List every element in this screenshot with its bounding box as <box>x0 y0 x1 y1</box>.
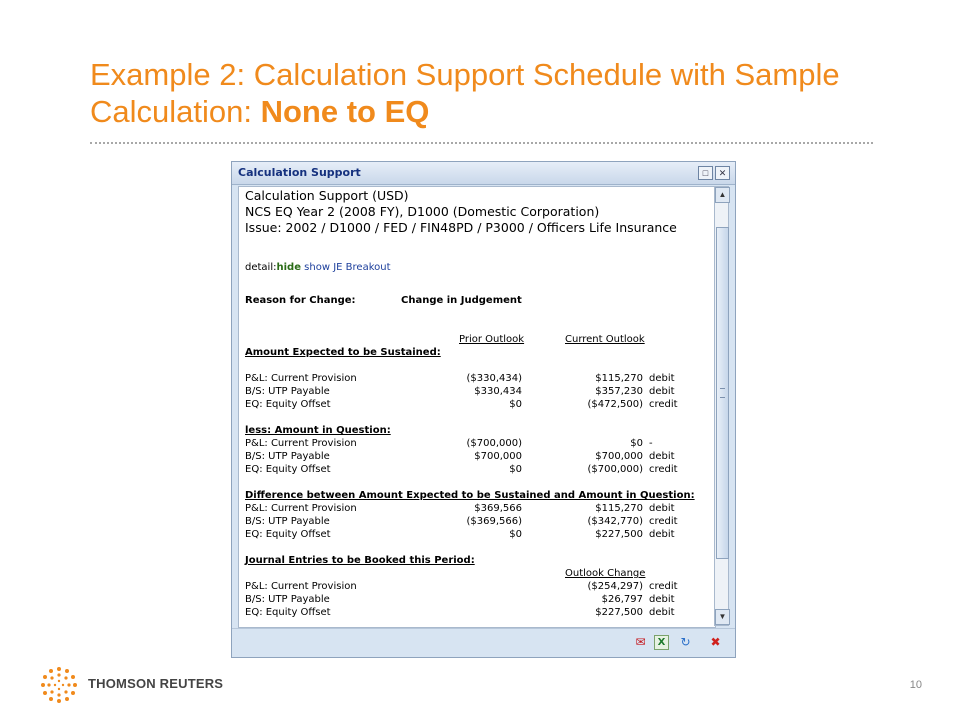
row-label: B/S: UTP Payable <box>245 516 330 527</box>
row-label: EQ: Equity Offset <box>245 529 331 540</box>
journal-heading: Journal Entries to be Booked this Period: <box>245 555 475 566</box>
row-label: P&L: Current Provision <box>245 503 357 514</box>
journal-row-change: $227,500 <box>595 607 643 618</box>
calculation-support-window <box>231 161 736 658</box>
thumb-grip <box>720 388 725 398</box>
row-current: $115,270 <box>595 373 643 384</box>
row-type: credit <box>649 399 678 410</box>
page-number: 10 <box>909 679 922 691</box>
row-prior: $0 <box>509 399 522 410</box>
slide-title <box>90 56 910 130</box>
row-current: ($700,000) <box>587 464 643 475</box>
scroll-up-button[interactable]: ▲ <box>715 187 730 203</box>
company-logo-text: THOMSON REUTERS <box>88 676 224 691</box>
journal-row-label: B/S: UTP Payable <box>245 594 330 605</box>
row-prior: ($330,434) <box>466 373 522 384</box>
row-prior: ($369,566) <box>466 516 522 527</box>
row-prior: $0 <box>509 529 522 540</box>
row-type: debit <box>649 386 675 397</box>
detail-toggle-row <box>245 261 391 274</box>
row-current: $0 <box>630 438 643 449</box>
row-prior: $369,566 <box>474 503 522 514</box>
row-current: $700,000 <box>595 451 643 462</box>
detail-hide-link[interactable]: hide <box>276 262 301 273</box>
journal-row-change: ($254,297) <box>587 581 643 592</box>
slide-title-emphasis: None to EQ <box>260 94 430 129</box>
report-header-line-2: NCS EQ Year 2 (2008 FY), D1000 (Domestic Corporation) <box>245 204 600 219</box>
column-header-current: Current Outlook <box>565 334 645 345</box>
window-title: Calculation Support <box>238 166 361 179</box>
section-heading: Amount Expected to be Sustained: <box>245 347 441 358</box>
detail-label: detail: <box>245 262 277 273</box>
journal-row-type: credit <box>649 581 678 592</box>
column-header-change: Outlook Change <box>565 568 646 579</box>
refresh-icon[interactable]: ↻ <box>680 635 691 649</box>
journal-row-label: P&L: Current Provision <box>245 581 357 592</box>
journal-row-change: $26,797 <box>601 594 643 605</box>
row-label: B/S: UTP Payable <box>245 386 330 397</box>
row-prior: $330,434 <box>474 386 522 397</box>
row-current: $227,500 <box>595 529 643 540</box>
journal-row-label: EQ: Equity Offset <box>245 607 331 618</box>
row-label: EQ: Equity Offset <box>245 464 331 475</box>
window-titlebar[interactable] <box>232 162 735 185</box>
row-type: debit <box>649 451 675 462</box>
row-type: - <box>649 438 653 449</box>
window-close-button[interactable]: ✕ <box>715 166 730 180</box>
vertical-scrollbar[interactable] <box>714 186 729 626</box>
scroll-thumb[interactable] <box>716 227 729 559</box>
je-breakout-link[interactable]: JE Breakout <box>333 262 391 273</box>
detail-show-link[interactable]: show <box>304 262 331 273</box>
maximize-button[interactable]: □ <box>698 166 713 180</box>
row-current: $357,230 <box>595 386 643 397</box>
pdf-export-icon[interactable]: ✉ <box>635 635 646 649</box>
row-label: P&L: Current Provision <box>245 438 357 449</box>
section-heading: Difference between Amount Expected to be Sustained and Amount in Question: <box>245 490 695 501</box>
row-prior: $700,000 <box>474 451 522 462</box>
window-toolbar <box>232 628 735 657</box>
reason-value: Change in Judgement <box>401 295 522 306</box>
journal-row-type: debit <box>649 594 675 605</box>
journal-row-type: debit <box>649 607 675 618</box>
scroll-down-button[interactable]: ▼ <box>715 609 730 625</box>
report-header-line-1: Calculation Support (USD) <box>245 188 409 203</box>
row-type: debit <box>649 529 675 540</box>
close-icon[interactable]: ✖ <box>710 635 721 649</box>
row-label: EQ: Equity Offset <box>245 399 331 410</box>
row-type: credit <box>649 464 678 475</box>
row-type: debit <box>649 503 675 514</box>
row-current: ($472,500) <box>587 399 643 410</box>
thomson-reuters-logo-icon <box>40 666 78 704</box>
row-prior: $0 <box>509 464 522 475</box>
row-prior: ($700,000) <box>466 438 522 449</box>
report-content <box>238 186 716 628</box>
excel-export-icon[interactable]: X <box>654 635 669 650</box>
title-divider <box>90 142 873 144</box>
report-header-line-3: Issue: 2002 / D1000 / FED / FIN48PD / P3000 / Officers Life Insurance <box>245 220 677 235</box>
row-type: debit <box>649 373 675 384</box>
row-label: B/S: UTP Payable <box>245 451 330 462</box>
column-header-prior: Prior Outlook <box>459 334 525 345</box>
row-type: credit <box>649 516 678 527</box>
row-current: ($342,770) <box>587 516 643 527</box>
row-current: $115,270 <box>595 503 643 514</box>
row-label: P&L: Current Provision <box>245 373 357 384</box>
section-heading: less: Amount in Question: <box>245 425 391 436</box>
reason-label: Reason for Change: <box>245 295 356 306</box>
slide-title-main: Example 2: Calculation Support Schedule with Sample Calculation: <box>90 57 840 129</box>
